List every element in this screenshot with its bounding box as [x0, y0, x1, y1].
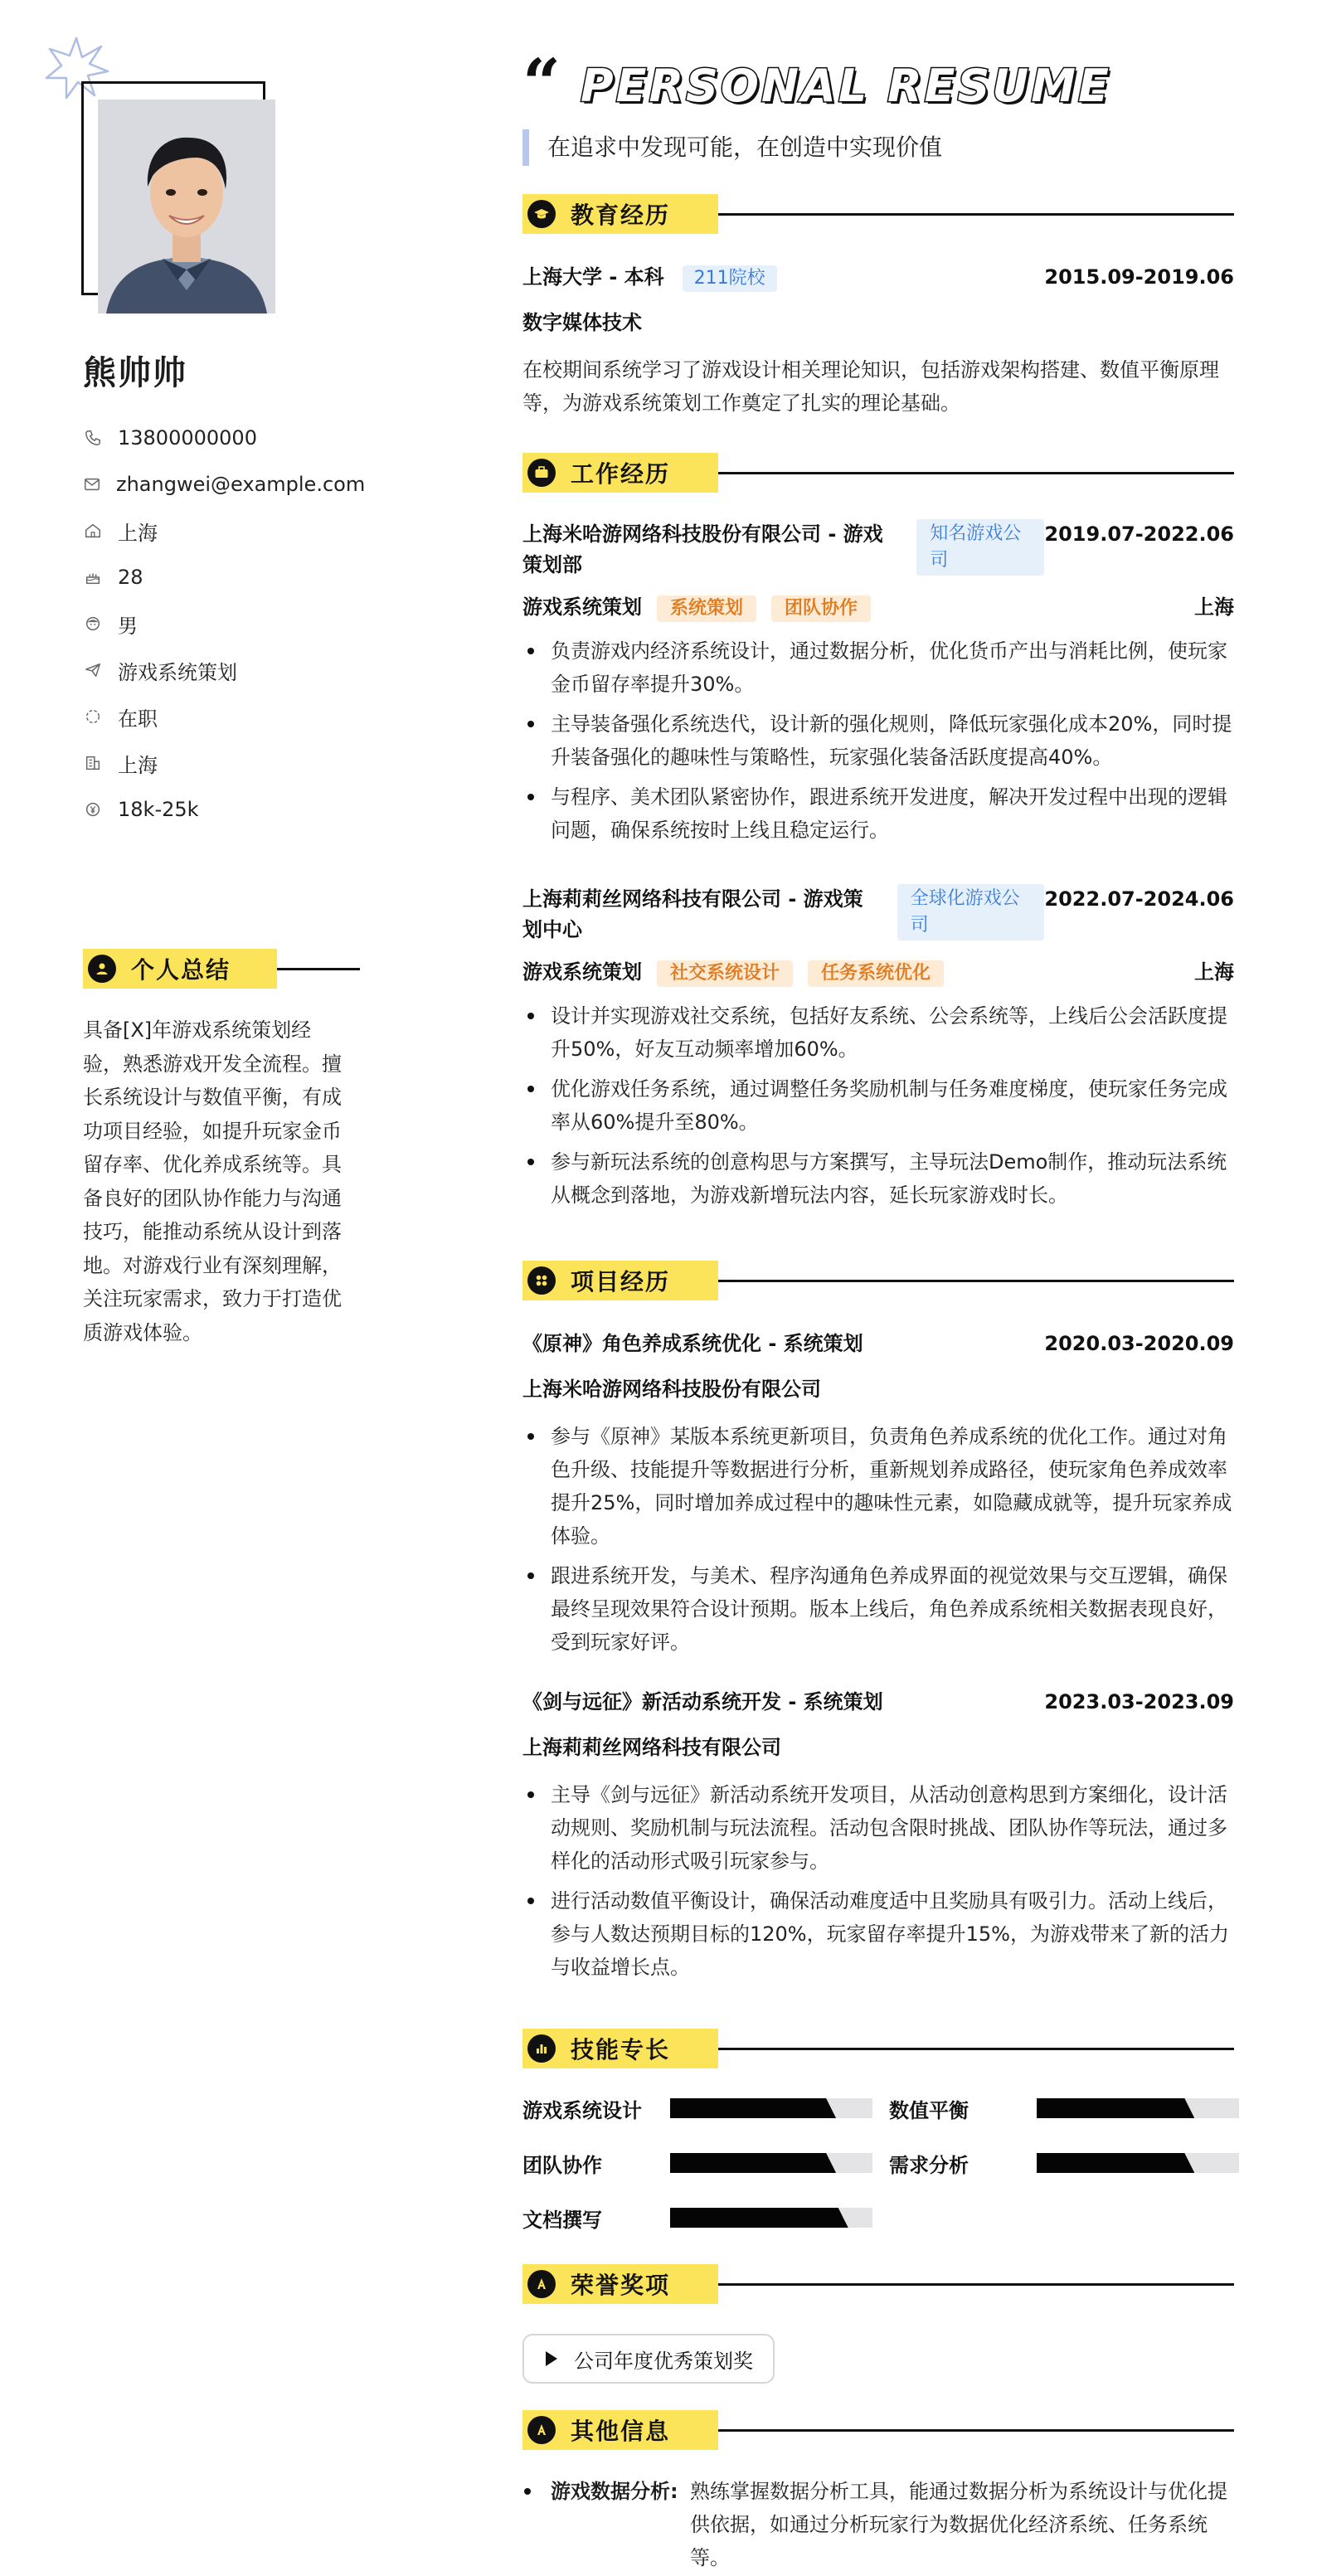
honors-section	[522, 2264, 1234, 2304]
projects-section-header	[522, 1261, 1234, 1300]
skill-bar-fill	[1037, 2098, 1194, 2118]
info-status	[83, 693, 365, 740]
graduation-cap-icon	[527, 200, 556, 228]
skill-name: 团队协作	[522, 2153, 602, 2177]
list-item: 进行活动数值平衡设计，确保活动难度适中且奖励具有吸引力。活动上线后，参与人数达预期目标的120%，玩家留存率提升15%，为游戏带来了新的活力与收益增长点。	[522, 1884, 1234, 1984]
info-gender-text: 男	[118, 614, 138, 638]
skill-item	[889, 2148, 1239, 2178]
skill-bar-fill	[670, 2098, 836, 2118]
skill-bar	[670, 2208, 872, 2228]
info-email	[83, 461, 365, 508]
project-entry	[522, 1329, 1234, 1665]
skill-bar-fill	[670, 2208, 848, 2228]
other-section	[522, 2410, 1234, 2450]
skill-item	[889, 2093, 1239, 2123]
mail-icon	[83, 474, 101, 494]
quote-mark: “	[522, 44, 561, 122]
skills-section-tag	[522, 2029, 718, 2068]
skill-bar	[670, 2098, 872, 2118]
gender-icon	[83, 614, 103, 634]
section-divider	[718, 2283, 1234, 2286]
info-salary-text: 18k-25k	[118, 798, 199, 821]
other-section-title: 其他信息	[571, 2418, 671, 2445]
project-name: 《剑与远征》新活动系统开发 - 系统策划	[522, 1690, 883, 1713]
list-item: 设计并实现游戏社交系统，包括好友系统、公会系统等，上线后公会活跃度提升50%，好友互动频率增加60%。	[522, 999, 1234, 1066]
list-item: 负责游戏内经济系统设计，通过数据分析，优化货币产出与消耗比例，使玩家金币留存率提升30%。	[522, 634, 1234, 701]
user-icon	[88, 955, 116, 983]
summary-section-header	[83, 949, 360, 989]
skill-bar-fill	[1037, 2153, 1194, 2173]
section-divider	[277, 968, 360, 970]
info-age-text: 28	[118, 566, 143, 589]
honors-section-tag	[522, 2264, 718, 2304]
education-section-header	[522, 194, 1234, 234]
projects-section-title: 项目经历	[571, 1268, 671, 1295]
job-city: 上海	[1194, 960, 1234, 984]
status-icon	[83, 707, 103, 727]
honors-section-header	[522, 2264, 1234, 2304]
work-section-header	[522, 453, 1234, 493]
other-value: 熟练掌握数据分析工具，能通过数据分析为系统设计与优化提供依据，如通过分析玩家行为数据优化经济系统、任务系统等。	[690, 2480, 1227, 2569]
list-item: 跟进系统开发，与美术、程序沟通角色养成界面的视觉效果与交互逻辑，确保最终呈现效果符合设计预期。版本上线后，角色养成系统相关数据表现良好，受到玩家好评。	[522, 1559, 1234, 1659]
list-item: 主导装备强化系统迭代，设计新的强化规则，降低玩家强化成本20%，同时提升装备强化的趣味性与策略性，玩家强化装备活跃度提高40%。	[522, 707, 1234, 774]
bullet-dot	[522, 2475, 551, 2574]
phone-icon	[83, 428, 103, 448]
job-tag: 社交系统设计	[657, 960, 793, 987]
other-info-list	[522, 2475, 1234, 2574]
skill-name: 数值平衡	[889, 2098, 969, 2122]
section-divider	[718, 472, 1234, 474]
job-bullets	[522, 634, 1234, 847]
skill-name: 需求分析	[889, 2153, 969, 2177]
project-entry	[522, 1687, 1234, 1990]
honors-section-title: 荣誉奖项	[571, 2272, 671, 2299]
job-bullets	[522, 999, 1234, 1212]
list-item: 优化游戏任务系统，通过调整任务奖励机制与任务难度梯度，使玩家任务完成率从60%提升至80%。	[522, 1072, 1234, 1139]
projects-section-tag	[522, 1261, 718, 1300]
list-item: 与程序、美术团队紧密协作，跟进系统开发进度，解决开发过程中出现的逻辑问题，确保系统按时上线且稳定运行。	[522, 780, 1234, 847]
job-role: 游戏系统策划	[522, 595, 642, 619]
project-bullets	[522, 1778, 1234, 1984]
award-icon	[527, 2270, 556, 2298]
avatar	[98, 100, 275, 313]
education-entry	[522, 262, 1234, 420]
info-gender	[83, 600, 365, 647]
project-org: 上海莉莉丝网络科技有限公司	[522, 1736, 781, 1759]
job-company-badge: 全球化游戏公司	[897, 884, 1045, 940]
job-role: 游戏系统策划	[522, 960, 642, 984]
skill-name: 游戏系统设计	[522, 2098, 642, 2122]
skill-name: 文档撰写	[522, 2208, 602, 2232]
skill-bar	[1037, 2153, 1239, 2173]
salary-icon	[83, 800, 103, 819]
work-section-tag	[522, 453, 718, 493]
education-desc: 在校期间系统学习了游戏设计相关理论知识，包括游戏架构搭建、数值平衡原理等，为游戏系统策划工作奠定了扎实的理论基础。	[522, 358, 1219, 415]
project-org: 上海米哈游网络科技股份有限公司	[522, 1378, 821, 1401]
summary-text: 具备[X]年游戏系统策划经验，熟悉游戏开发全流程。擅长系统设计与数值平衡，有成功项目经验，如提升玩家金币留存率、优化养成系统等。具备良好的团队协作能力与沟通技巧，能推动系统从设计到落地。对游戏行业有深刻理解，关注玩家需求，致力于打造优质游戏体验。	[83, 1018, 342, 1344]
info-salary	[83, 786, 365, 833]
info-home	[83, 508, 365, 554]
job-tag: 系统策划	[657, 595, 756, 622]
other-key: 游戏数据分析:	[551, 2480, 678, 2503]
list-item: 参与新玩法系统的创意构思与方案撰写，主导玩法Demo制作，推动玩法系统从概念到落地，为游戏新增玩法内容，延长玩家游戏时长。	[522, 1145, 1234, 1212]
other-section-tag	[522, 2410, 718, 2450]
briefcase-icon	[527, 459, 556, 487]
skill-item	[522, 2203, 872, 2233]
work-section-title: 工作经历	[571, 460, 671, 488]
job-entry	[522, 519, 1234, 853]
projects-section	[522, 1261, 1234, 1300]
contact-info-list	[83, 415, 365, 833]
info-icon	[527, 2416, 556, 2444]
info-position-text: 游戏系统策划	[118, 660, 237, 684]
job-city: 上海	[1194, 595, 1234, 619]
skill-bar	[1037, 2098, 1239, 2118]
summary-section	[83, 949, 360, 989]
building-icon	[83, 753, 103, 773]
profile-name: 熊帅帅	[83, 354, 187, 392]
grid-icon	[527, 1266, 556, 1295]
other-section-header	[522, 2410, 1234, 2450]
skill-item	[522, 2148, 872, 2178]
education-section-tag	[522, 194, 718, 234]
info-city	[83, 740, 365, 786]
home-icon	[83, 521, 103, 541]
info-city-text: 上海	[118, 753, 158, 777]
job-company: 上海米哈游网络科技股份有限公司 - 游戏策划部	[522, 522, 883, 576]
skills-section-title: 技能专长	[571, 2036, 671, 2063]
list-item: 主导《剑与远征》新活动系统开发项目，从活动创意构思到方案细化，设计活动规则、奖励机制与玩法流程。活动包含限时挑战、团队协作等玩法，通过多样化的活动形式吸引玩家参与。	[522, 1778, 1234, 1878]
school-badge: 211院校	[683, 265, 777, 292]
info-home-text: 上海	[118, 521, 158, 545]
section-divider	[718, 213, 1234, 216]
education-section-title: 教育经历	[571, 202, 671, 229]
list-item: 参与《原神》某版本系统更新项目，负责角色养成系统的优化工作。通过对角色升级、技能提升等数据进行分析，重新规划养成路径，使玩家角色养成效率提升25%，同时增加养成过程中的趣味性元素，如隐藏成就等，提升玩家养成体验。	[522, 1420, 1234, 1553]
education-major: 数字媒体技术	[522, 311, 642, 334]
info-phone-text: 13800000000	[118, 426, 257, 450]
resume-title: PERSONAL RESUME	[581, 60, 1111, 112]
job-date: 2022.07-2024.06	[1044, 887, 1234, 911]
send-icon	[83, 660, 103, 680]
section-divider	[718, 2048, 1234, 2050]
skill-item	[522, 2093, 872, 2123]
award-item	[522, 2334, 775, 2384]
skill-bar	[670, 2153, 872, 2173]
school-name: 上海大学 - 本科	[522, 265, 664, 289]
award-text: 公司年度优秀策划奖	[574, 2349, 753, 2373]
skills-section-header	[522, 2029, 1234, 2068]
work-section	[522, 453, 1234, 493]
section-divider	[718, 1280, 1234, 1282]
bar-chart-icon	[527, 2034, 556, 2063]
info-phone	[83, 415, 365, 461]
project-date: 2020.03-2020.09	[1044, 1332, 1234, 1355]
info-position	[83, 647, 365, 693]
skills-section	[522, 2029, 1234, 2068]
list-item	[522, 2475, 1234, 2574]
slogan: 在追求中发现可能，在创造中实现价值	[522, 129, 942, 166]
job-tag: 任务系统优化	[808, 960, 944, 987]
project-bullets	[522, 1420, 1234, 1659]
job-tag: 团队协作	[771, 595, 871, 622]
info-status-text: 在职	[118, 707, 158, 731]
summary-section-title: 个人总结	[131, 956, 231, 984]
summary-section-tag	[83, 949, 277, 989]
job-company-badge: 知名游戏公司	[916, 519, 1044, 576]
job-company: 上海莉莉丝网络科技有限公司 - 游戏策划中心	[522, 887, 863, 941]
education-section	[522, 194, 1234, 234]
project-name: 《原神》角色养成系统优化 - 系统策划	[522, 1332, 863, 1355]
job-date: 2019.07-2022.06	[1044, 522, 1234, 546]
play-triangle-icon	[546, 2351, 557, 2366]
info-age	[83, 554, 365, 600]
section-divider	[718, 2429, 1234, 2432]
project-date: 2023.03-2023.09	[1044, 1690, 1234, 1713]
job-entry	[522, 884, 1234, 1218]
skill-bar-fill	[670, 2153, 836, 2173]
education-date: 2015.09-2019.06	[1044, 265, 1234, 289]
info-email-text: zhangwei@example.com	[116, 473, 366, 496]
cake-icon	[83, 567, 103, 587]
